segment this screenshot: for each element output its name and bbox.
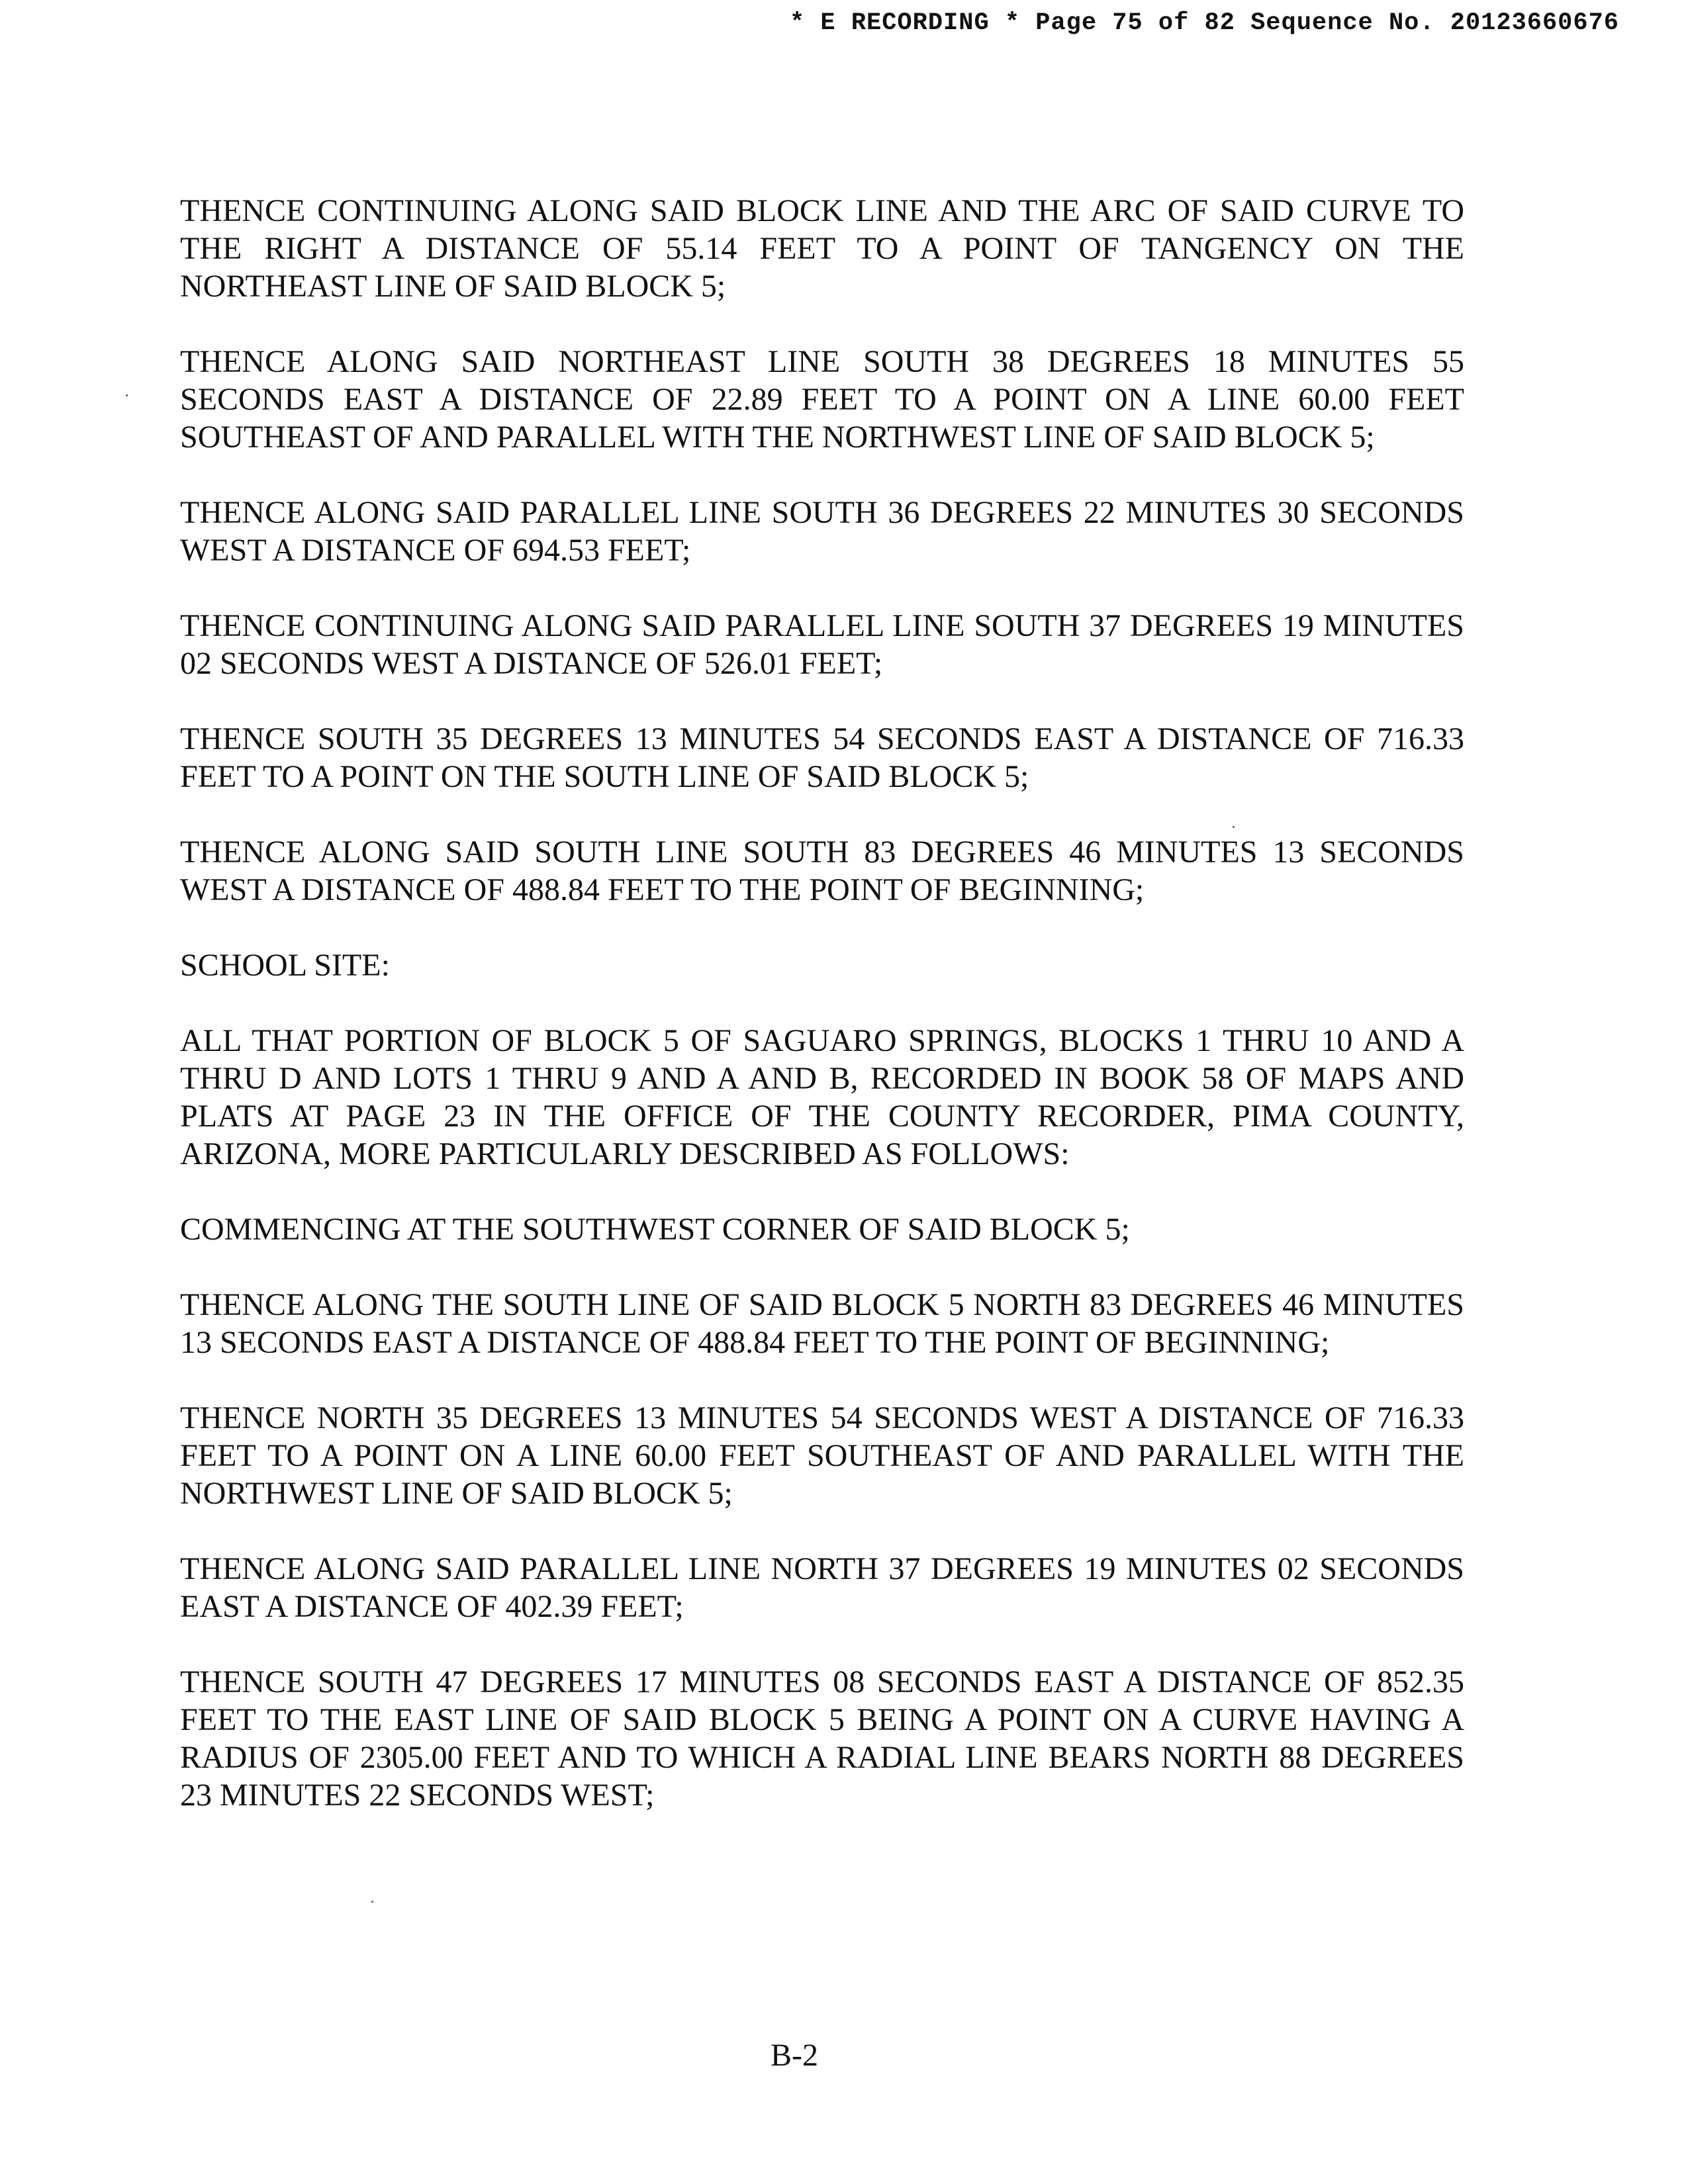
scan-speck	[126, 394, 128, 396]
scan-speck	[371, 1901, 373, 1903]
page-number: B-2	[771, 2038, 818, 2073]
paragraph: THENCE NORTH 35 DEGREES 13 MINUTES 54 SECONDS WEST A DISTANCE OF 716.33 FEET TO A POINT ON A LINE 60.00 FEET SOUTHEAST OF AND PARALLEL WITH THE NORTHWEST LINE OF SAID BLOCK 5;	[180, 1400, 1464, 1511]
paragraph: THENCE ALONG THE SOUTH LINE OF SAID BLOCK 5 NORTH 83 DEGREES 46 MINUTES 13 SECONDS EAST A DISTANCE OF 488.84 FEET TO THE POINT OF BEGINNING;	[180, 1287, 1464, 1360]
paragraph: THENCE SOUTH 35 DEGREES 13 MINUTES 54 SECONDS EAST A DISTANCE OF 716.33 FEET TO A POINT ON THE SOUTH LINE OF SAID BLOCK 5;	[180, 721, 1464, 794]
paragraph: COMMENCING AT THE SOUTHWEST CORNER OF SAID BLOCK 5;	[180, 1212, 1130, 1247]
paragraph: THENCE ALONG SAID SOUTH LINE SOUTH 83 DEGREES 46 MINUTES 13 SECONDS WEST A DISTANCE OF 488.84 FEET TO THE POINT OF BEGINNING;	[180, 835, 1464, 907]
paragraph: THENCE ALONG SAID PARALLEL LINE NORTH 37 DEGREES 19 MINUTES 02 SECONDS EAST A DISTANCE OF 402.39 FEET;	[180, 1551, 1464, 1624]
paragraph: THENCE ALONG SAID NORTHEAST LINE SOUTH 38 DEGREES 18 MINUTES 55 SECONDS EAST A DISTANCE OF 22.89 FEET TO A POINT ON A LINE 60.00 FEET SOUTHEAST OF AND PARALLEL WITH THE NORTHWEST LINE OF SAID BLOCK 5;	[180, 344, 1464, 455]
legal-description-body	[180, 192, 1464, 1814]
paragraph: ALL THAT PORTION OF BLOCK 5 OF SAGUARO SPRINGS, BLOCKS 1 THRU 10 AND A THRU D AND LOTS 1 THRU 9 AND A AND B, RECORDED IN BOOK 58 OF MAPS AND PLATS AT PAGE 23 IN THE OFFICE OF THE COUNTY RECORDER, PIMA COUNTY, ARIZONA, MORE PARTICULARLY DESCRIBED AS FOLLOWS:	[180, 1023, 1464, 1171]
paragraph: THENCE ALONG SAID PARALLEL LINE SOUTH 36 DEGREES 22 MINUTES 30 SECONDS WEST A DISTANCE OF 694.53 FEET;	[180, 495, 1464, 568]
scan-speck	[1233, 826, 1235, 828]
recording-header: * E RECORDING * Page 75 of 82 Sequence No. 20123660676	[790, 9, 1619, 37]
paragraph: THENCE CONTINUING ALONG SAID BLOCK LINE AND THE ARC OF SAID CURVE TO THE RIGHT A DISTANCE OF 55.14 FEET TO A POINT OF TANGENCY ON THE NORTHEAST LINE OF SAID BLOCK 5;	[180, 193, 1464, 304]
paragraph: THENCE SOUTH 47 DEGREES 17 MINUTES 08 SECONDS EAST A DISTANCE OF 852.35 FEET TO THE EAST LINE OF SAID BLOCK 5 BEING A POINT ON A CURVE HAVING A RADIUS OF 2305.00 FEET AND TO WHICH A RADIAL LINE BEARS NORTH 88 DEGREES 23 MINUTES 22 SECONDS WEST;	[180, 1664, 1464, 1813]
paragraph: THENCE CONTINUING ALONG SAID PARALLEL LINE SOUTH 37 DEGREES 19 MINUTES 02 SECONDS WEST A DISTANCE OF 526.01 FEET;	[180, 608, 1464, 681]
section-heading: SCHOOL SITE:	[180, 948, 390, 983]
